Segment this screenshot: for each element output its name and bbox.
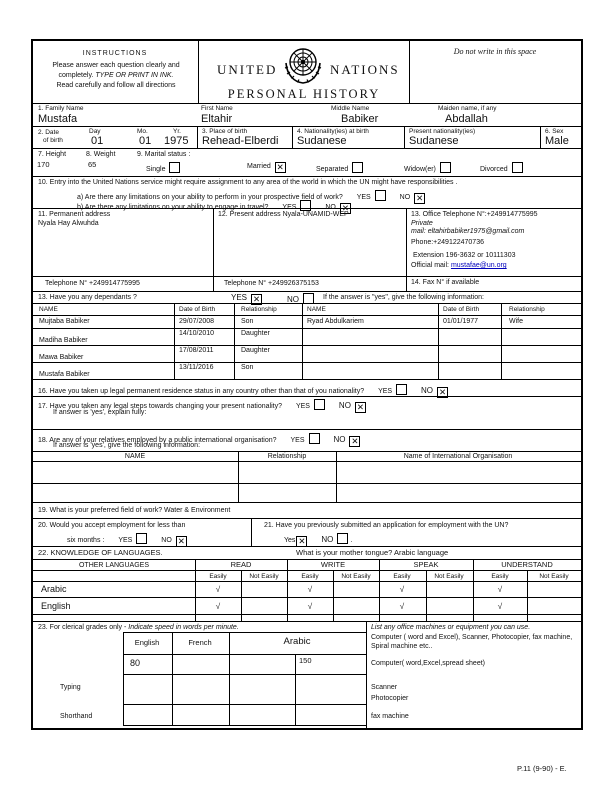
q10b-yes-checkbox[interactable] xyxy=(300,200,311,211)
grid-line xyxy=(241,570,242,621)
q17-hint: If answer is 'yes', explain fully: xyxy=(53,409,147,416)
grid-line xyxy=(33,451,581,452)
q20-no-checkbox[interactable]: ✕ xyxy=(177,536,185,546)
q18-header-org: Name of International Organisation xyxy=(403,453,513,460)
q19-text[interactable]: 19. What is your preferred field of work? Water & Environment xyxy=(38,507,231,514)
divorced-checkbox[interactable] xyxy=(512,162,523,173)
family-name-value[interactable]: Mustafa xyxy=(38,113,78,125)
nations-label: NATIONS xyxy=(330,62,400,77)
permanent-address-value[interactable]: Nyala Hay Alwuhda xyxy=(38,220,99,227)
write-header: WRITE xyxy=(320,560,346,569)
q10b-line: b) Are there any limitations on your ability to engage in travel? YES NO ✕ xyxy=(77,200,351,214)
q10a-yes-label: YES xyxy=(356,194,371,201)
not-easily-header: Not Easily xyxy=(539,573,569,580)
marital-status-label: 9. Marital status : xyxy=(137,151,191,158)
grid-line xyxy=(33,518,581,519)
dep-row-name2[interactable]: Ryad Abdulkariem xyxy=(307,318,364,325)
not-easily-header: Not Easily xyxy=(341,573,371,580)
dob-label-1: 2. Date xyxy=(38,129,59,136)
sex-label: 6. Sex xyxy=(545,128,564,135)
present-nationality-value[interactable]: Sudanese xyxy=(409,135,459,147)
dep-row-name[interactable]: Madiha Babiker xyxy=(39,337,88,344)
not-easily-header: Not Easily xyxy=(249,573,279,580)
dependants-question: 13. Have you any dependants ? xyxy=(38,294,137,301)
q18-yes-label: YES xyxy=(290,437,305,444)
easily-header: Easily xyxy=(393,573,411,580)
dep-row-dob[interactable]: 29/07/2008 xyxy=(179,318,215,325)
q17-no-checkbox[interactable]: ✕ xyxy=(356,402,364,412)
instructions-line2-italic: TYPE OR PRINT IN INK. xyxy=(95,72,174,80)
grid-line xyxy=(302,303,303,379)
separated-checkbox[interactable] xyxy=(352,162,363,173)
speak-easily-mark[interactable]: √ xyxy=(399,585,405,594)
understand-easily-mark[interactable]: √ xyxy=(497,585,503,594)
typing-speed-arabic[interactable]: 150 xyxy=(299,656,312,665)
dep-row-name[interactable]: Mujtaba Babiker xyxy=(39,318,90,325)
q10a-no-checkbox[interactable]: ✕ xyxy=(416,193,424,203)
p11-form xyxy=(31,39,583,730)
grid-line xyxy=(333,570,334,621)
dep-row-dob[interactable]: 14/10/2010 xyxy=(179,330,215,337)
grid-line xyxy=(33,126,581,127)
dependants-yes: YES ✕ xyxy=(231,293,261,304)
marital-option-married: Married ✕ xyxy=(247,162,284,172)
speed-col-english: English xyxy=(134,638,160,647)
dep-header-rel2: Relationship xyxy=(509,306,545,313)
present-nationality-label: Present nationality(ies) xyxy=(409,128,476,135)
q22-title: 22. KNOWLEDGE OF LANGUAGES. xyxy=(38,548,163,557)
first-name-label: First Name xyxy=(201,105,233,112)
grid-line xyxy=(123,674,366,675)
read-easily-mark[interactable]: √ xyxy=(215,585,221,594)
q17-line: 17. Have you taken any legal steps towards changing your present nationality? YES NO ✕ xyxy=(38,401,364,412)
office-machines-examples: Computer ( word and Excel), Scanner, Photocopier, fax machine, Spiral machine etc.. xyxy=(371,634,573,650)
grid-line xyxy=(438,303,439,379)
write-easily-mark[interactable]: √ xyxy=(307,602,313,611)
dependants-no-checkbox[interactable] xyxy=(303,293,314,304)
grid-line xyxy=(33,429,581,430)
form-number-footer: P.11 (9-90) - E. xyxy=(517,764,567,773)
grid-line xyxy=(33,570,581,571)
grid-line xyxy=(198,41,199,103)
grid-line xyxy=(33,291,581,292)
q20-yes-label: YES xyxy=(118,537,133,544)
grid-line xyxy=(33,328,581,329)
grid-line xyxy=(501,303,502,379)
single-checkbox[interactable] xyxy=(169,162,180,173)
grid-line xyxy=(238,451,239,502)
day-label: Day xyxy=(89,128,101,135)
grid-line xyxy=(33,559,581,560)
grid-line xyxy=(527,570,528,621)
dep-row-rel[interactable]: Son xyxy=(241,364,254,371)
office-machine-item[interactable]: fax machine xyxy=(371,713,409,720)
q10b-no-checkbox[interactable]: ✕ xyxy=(341,203,349,213)
grid-line xyxy=(540,126,541,148)
dependants-no: NO xyxy=(287,293,314,304)
dep-row-rel[interactable]: Son xyxy=(241,318,254,325)
private-mail[interactable]: Private mail: eltahirbabiker1975@gmail.com xyxy=(411,220,525,236)
grid-line xyxy=(292,126,293,148)
day-value[interactable]: 01 xyxy=(91,135,104,147)
q21-no-checkbox[interactable] xyxy=(337,533,348,544)
dependants-yes-checkbox[interactable]: ✕ xyxy=(252,294,261,304)
fax-label: 14. Fax N° if available xyxy=(411,279,480,286)
grid-line xyxy=(33,276,581,277)
q16-yes-checkbox[interactable] xyxy=(396,384,407,395)
do-not-write-label: Do not write in this space xyxy=(453,47,537,56)
q21-tail: . xyxy=(350,537,353,544)
grid-line xyxy=(287,559,288,621)
dependants-hint: If the answer is "yes", give the following information: xyxy=(323,294,484,301)
nationality-birth-value[interactable]: Sudanese xyxy=(297,135,347,147)
grid-line xyxy=(33,148,581,149)
extension[interactable]: Extension 196-3632 or 10111303 xyxy=(413,252,516,259)
easily-header: Easily xyxy=(301,573,319,580)
united-label: UNITED xyxy=(217,62,278,77)
grid-line xyxy=(406,208,407,291)
un-emblem-icon xyxy=(282,45,324,92)
year-label: Yr. xyxy=(173,128,181,135)
office-machines-prompt: List any office machines or equipment you can use. xyxy=(371,624,531,631)
month-label: Mo. xyxy=(137,128,148,135)
speed-col-french: French xyxy=(188,638,212,647)
q21-text: 21. Have you previously submitted an application for employment with the UN? xyxy=(264,522,509,529)
dep-row-dob[interactable]: 17/08/2011 xyxy=(179,347,214,354)
grid-line xyxy=(172,632,173,725)
grid-line xyxy=(404,126,405,148)
grid-line xyxy=(33,461,581,462)
sex-value[interactable]: Male xyxy=(545,135,569,147)
present-address-label[interactable]: 12. Present address Nyala-UNAMID-WEP xyxy=(218,211,349,218)
married-checkbox[interactable]: ✕ xyxy=(276,162,284,172)
grid-line xyxy=(33,176,581,177)
q18-hint: If answer is 'yes', give the following information: xyxy=(53,442,201,449)
q18-no-checkbox[interactable]: ✕ xyxy=(351,436,359,446)
language-row-label[interactable]: Arabic xyxy=(41,584,67,594)
typing-row-label: Typing xyxy=(60,684,81,691)
dep-row-rel2[interactable]: Wife xyxy=(509,318,523,325)
q23-title: 23. For clerical grades only - Indicate speed in words per minute. xyxy=(38,624,239,631)
grid-line xyxy=(409,41,410,103)
private-phone[interactable]: Phone:+249122470736 xyxy=(411,239,484,246)
grid-line xyxy=(174,303,175,379)
grid-line xyxy=(251,518,252,546)
instructions-line1: Please answer each question clearly and xyxy=(52,62,180,69)
grid-line xyxy=(123,632,124,725)
official-mail-line: Official mail: mustafae@un.org xyxy=(411,262,507,269)
grid-line xyxy=(336,451,337,502)
dep-header-dob2: Date of Birth xyxy=(443,306,480,313)
q18-header-name: NAME xyxy=(124,453,146,460)
official-mail-link[interactable]: mustafae@un.org xyxy=(450,262,507,269)
maiden-name-label: Maiden name, if any xyxy=(438,105,497,112)
q10b-yes-label: YES xyxy=(282,204,297,211)
grid-line xyxy=(33,614,581,615)
speed-col-arabic: Arabic xyxy=(283,636,311,647)
q10a-line: a) Are there any limitations on your ability to perform in your prospective field of work? YES NO ✕ xyxy=(77,190,425,204)
shorthand-row-label: Shorthand xyxy=(60,713,93,720)
family-name-label: 1. Family Name xyxy=(38,105,84,112)
middle-name-value[interactable]: Babiker xyxy=(341,113,379,125)
q10b-no-label: NO xyxy=(325,204,336,211)
office-machine-item[interactable]: Photocopier xyxy=(371,695,409,702)
grid-line xyxy=(195,559,196,621)
dep-row-dob[interactable]: 13/11/2016 xyxy=(179,364,214,371)
grid-line xyxy=(33,621,581,622)
read-easily-mark[interactable]: √ xyxy=(215,602,221,611)
easily-header: Easily xyxy=(209,573,227,580)
nationality-birth-label: 4. Nationality(ies) at birth xyxy=(297,128,369,135)
dep-header-rel: Relationship xyxy=(241,306,277,313)
language-row-label[interactable]: English xyxy=(41,601,71,611)
not-easily-header: Not Easily xyxy=(434,573,464,580)
understand-easily-mark[interactable]: √ xyxy=(497,602,503,611)
dep-header-dob: Date of Birth xyxy=(179,306,216,313)
marital-option-single: Single xyxy=(146,162,180,174)
write-easily-mark[interactable]: √ xyxy=(307,585,313,594)
grid-line xyxy=(123,704,366,705)
instructions-title: INSTRUCTIONS xyxy=(82,50,148,57)
grid-line xyxy=(229,632,230,725)
q21-answers xyxy=(284,533,352,547)
grid-line xyxy=(33,103,581,104)
office-telephone[interactable]: 13. Office Telephone N°:+249914775995 xyxy=(411,211,538,218)
grid-line xyxy=(33,581,581,582)
grid-line xyxy=(473,559,474,621)
q18-line: 18. Are any of your relatives employed by a public international organisation? YES NO ✕ xyxy=(38,435,359,446)
grid-line xyxy=(33,502,581,503)
instructions-line3: Read carefully and follow all directions xyxy=(56,82,176,90)
middle-name-label: Middle Name xyxy=(331,105,370,112)
easily-header: Easily xyxy=(491,573,509,580)
q10-text: 10. Entry into the United Nations service might require assignment to any area of the world in which the UN might have responsibilities . xyxy=(38,179,458,186)
grid-line xyxy=(379,559,380,621)
widower-checkbox[interactable] xyxy=(440,162,451,173)
typing-speed-english[interactable]: 80 xyxy=(130,658,141,668)
present-telephone[interactable]: Telephone N° +249926375153 xyxy=(224,280,319,287)
q16-no-checkbox[interactable]: ✕ xyxy=(438,387,447,397)
q18-header-rel: Relationship xyxy=(267,453,307,460)
q10a-no-label: NO xyxy=(399,194,411,201)
marital-option-widower: Widow(er) xyxy=(404,162,451,174)
q17-yes-label: YES xyxy=(295,403,310,410)
q10a-yes-checkbox[interactable] xyxy=(375,190,386,201)
q20-no-label: NO xyxy=(161,537,172,544)
dep-row-dob2[interactable]: 01/01/1977 xyxy=(443,318,479,325)
place-of-birth-value[interactable]: Rehead-Elberdi xyxy=(202,135,279,147)
grid-line xyxy=(123,632,366,633)
q18-yes-checkbox[interactable] xyxy=(309,433,320,444)
height-label: 7. Height xyxy=(38,151,67,158)
q16-no-label: NO xyxy=(421,386,434,395)
grid-line xyxy=(426,570,427,621)
q21-yes-label: Yes xyxy=(284,537,296,544)
first-name-value[interactable]: Eltahir xyxy=(201,113,233,125)
place-of-birth-label: 3. Place of birth xyxy=(202,128,248,135)
office-machine-item[interactable]: Scanner xyxy=(371,684,398,691)
q20-line2: six months : YES NO ✕ xyxy=(67,533,187,547)
q21-no-label: NO xyxy=(321,535,334,544)
grid-line xyxy=(234,303,235,379)
instructions-line2: completely. xyxy=(58,72,96,80)
grid-line xyxy=(33,483,581,484)
speak-header: SPEAK xyxy=(413,560,439,569)
dep-row-rel[interactable]: Daughter xyxy=(241,330,270,337)
other-languages-header: OTHER LANGUAGES xyxy=(78,562,150,569)
grid-line xyxy=(33,345,581,346)
grid-line xyxy=(123,725,366,726)
grid-line xyxy=(33,597,581,598)
read-header: READ xyxy=(230,560,252,569)
office-machine-item[interactable]: Computer( word,Excel,spread sheet) xyxy=(371,660,485,667)
weight-label: 8. Weight xyxy=(86,151,116,158)
marital-option-divorced: Divorced xyxy=(480,162,523,174)
grid-line xyxy=(366,621,367,728)
q17-no-label: NO xyxy=(338,401,351,410)
permanent-address-label: 11. Permanent address xyxy=(38,211,111,218)
q16-line: 16. Have you taken up legal permanent residence status in any country other than that of you nationality? YES NO ✕ xyxy=(38,386,447,397)
q16-yes-label: YES xyxy=(378,388,393,395)
grid-line xyxy=(33,379,581,380)
grid-line xyxy=(197,126,198,148)
q21-yes-checkbox[interactable]: ✕ xyxy=(298,536,306,546)
grid-line xyxy=(123,654,366,655)
grid-line xyxy=(33,362,581,363)
q18-no-label: NO xyxy=(333,435,346,444)
dep-row-name[interactable]: Mawa Babiker xyxy=(39,354,84,361)
dep-row-rel[interactable]: Daughter xyxy=(241,347,270,354)
dep-header-name: NAME xyxy=(39,306,58,313)
instructions-text xyxy=(37,61,195,91)
dob-label-2: of birth xyxy=(43,137,63,144)
grid-line xyxy=(213,208,214,291)
marital-option-separated: Separated xyxy=(316,162,363,174)
permanent-telephone[interactable]: Telephone N° +249914775995 xyxy=(45,280,140,287)
grid-line xyxy=(295,654,296,725)
understand-header: UNDERSTAND xyxy=(501,560,553,569)
year-value[interactable]: 1975 xyxy=(164,135,189,147)
weight-value[interactable]: 65 xyxy=(88,160,97,169)
height-value[interactable]: 170 xyxy=(37,160,50,169)
grid-line xyxy=(33,315,581,316)
form-title: PERSONAL HISTORY xyxy=(227,87,381,101)
mother-tongue[interactable]: What is your mother tongue? Arabic language xyxy=(296,548,449,557)
q20-yes-checkbox[interactable] xyxy=(136,533,147,544)
month-value[interactable]: 01 xyxy=(139,135,152,147)
dep-row-name[interactable]: Mustafa Babiker xyxy=(39,371,90,378)
maiden-name-value[interactable]: Abdallah xyxy=(445,113,488,125)
q20-line1: 20. Would you accept employment for less than xyxy=(38,522,186,529)
dep-header-name2: NAME xyxy=(307,306,326,313)
speak-easily-mark[interactable]: √ xyxy=(399,602,405,611)
q17-yes-checkbox[interactable] xyxy=(314,399,325,410)
